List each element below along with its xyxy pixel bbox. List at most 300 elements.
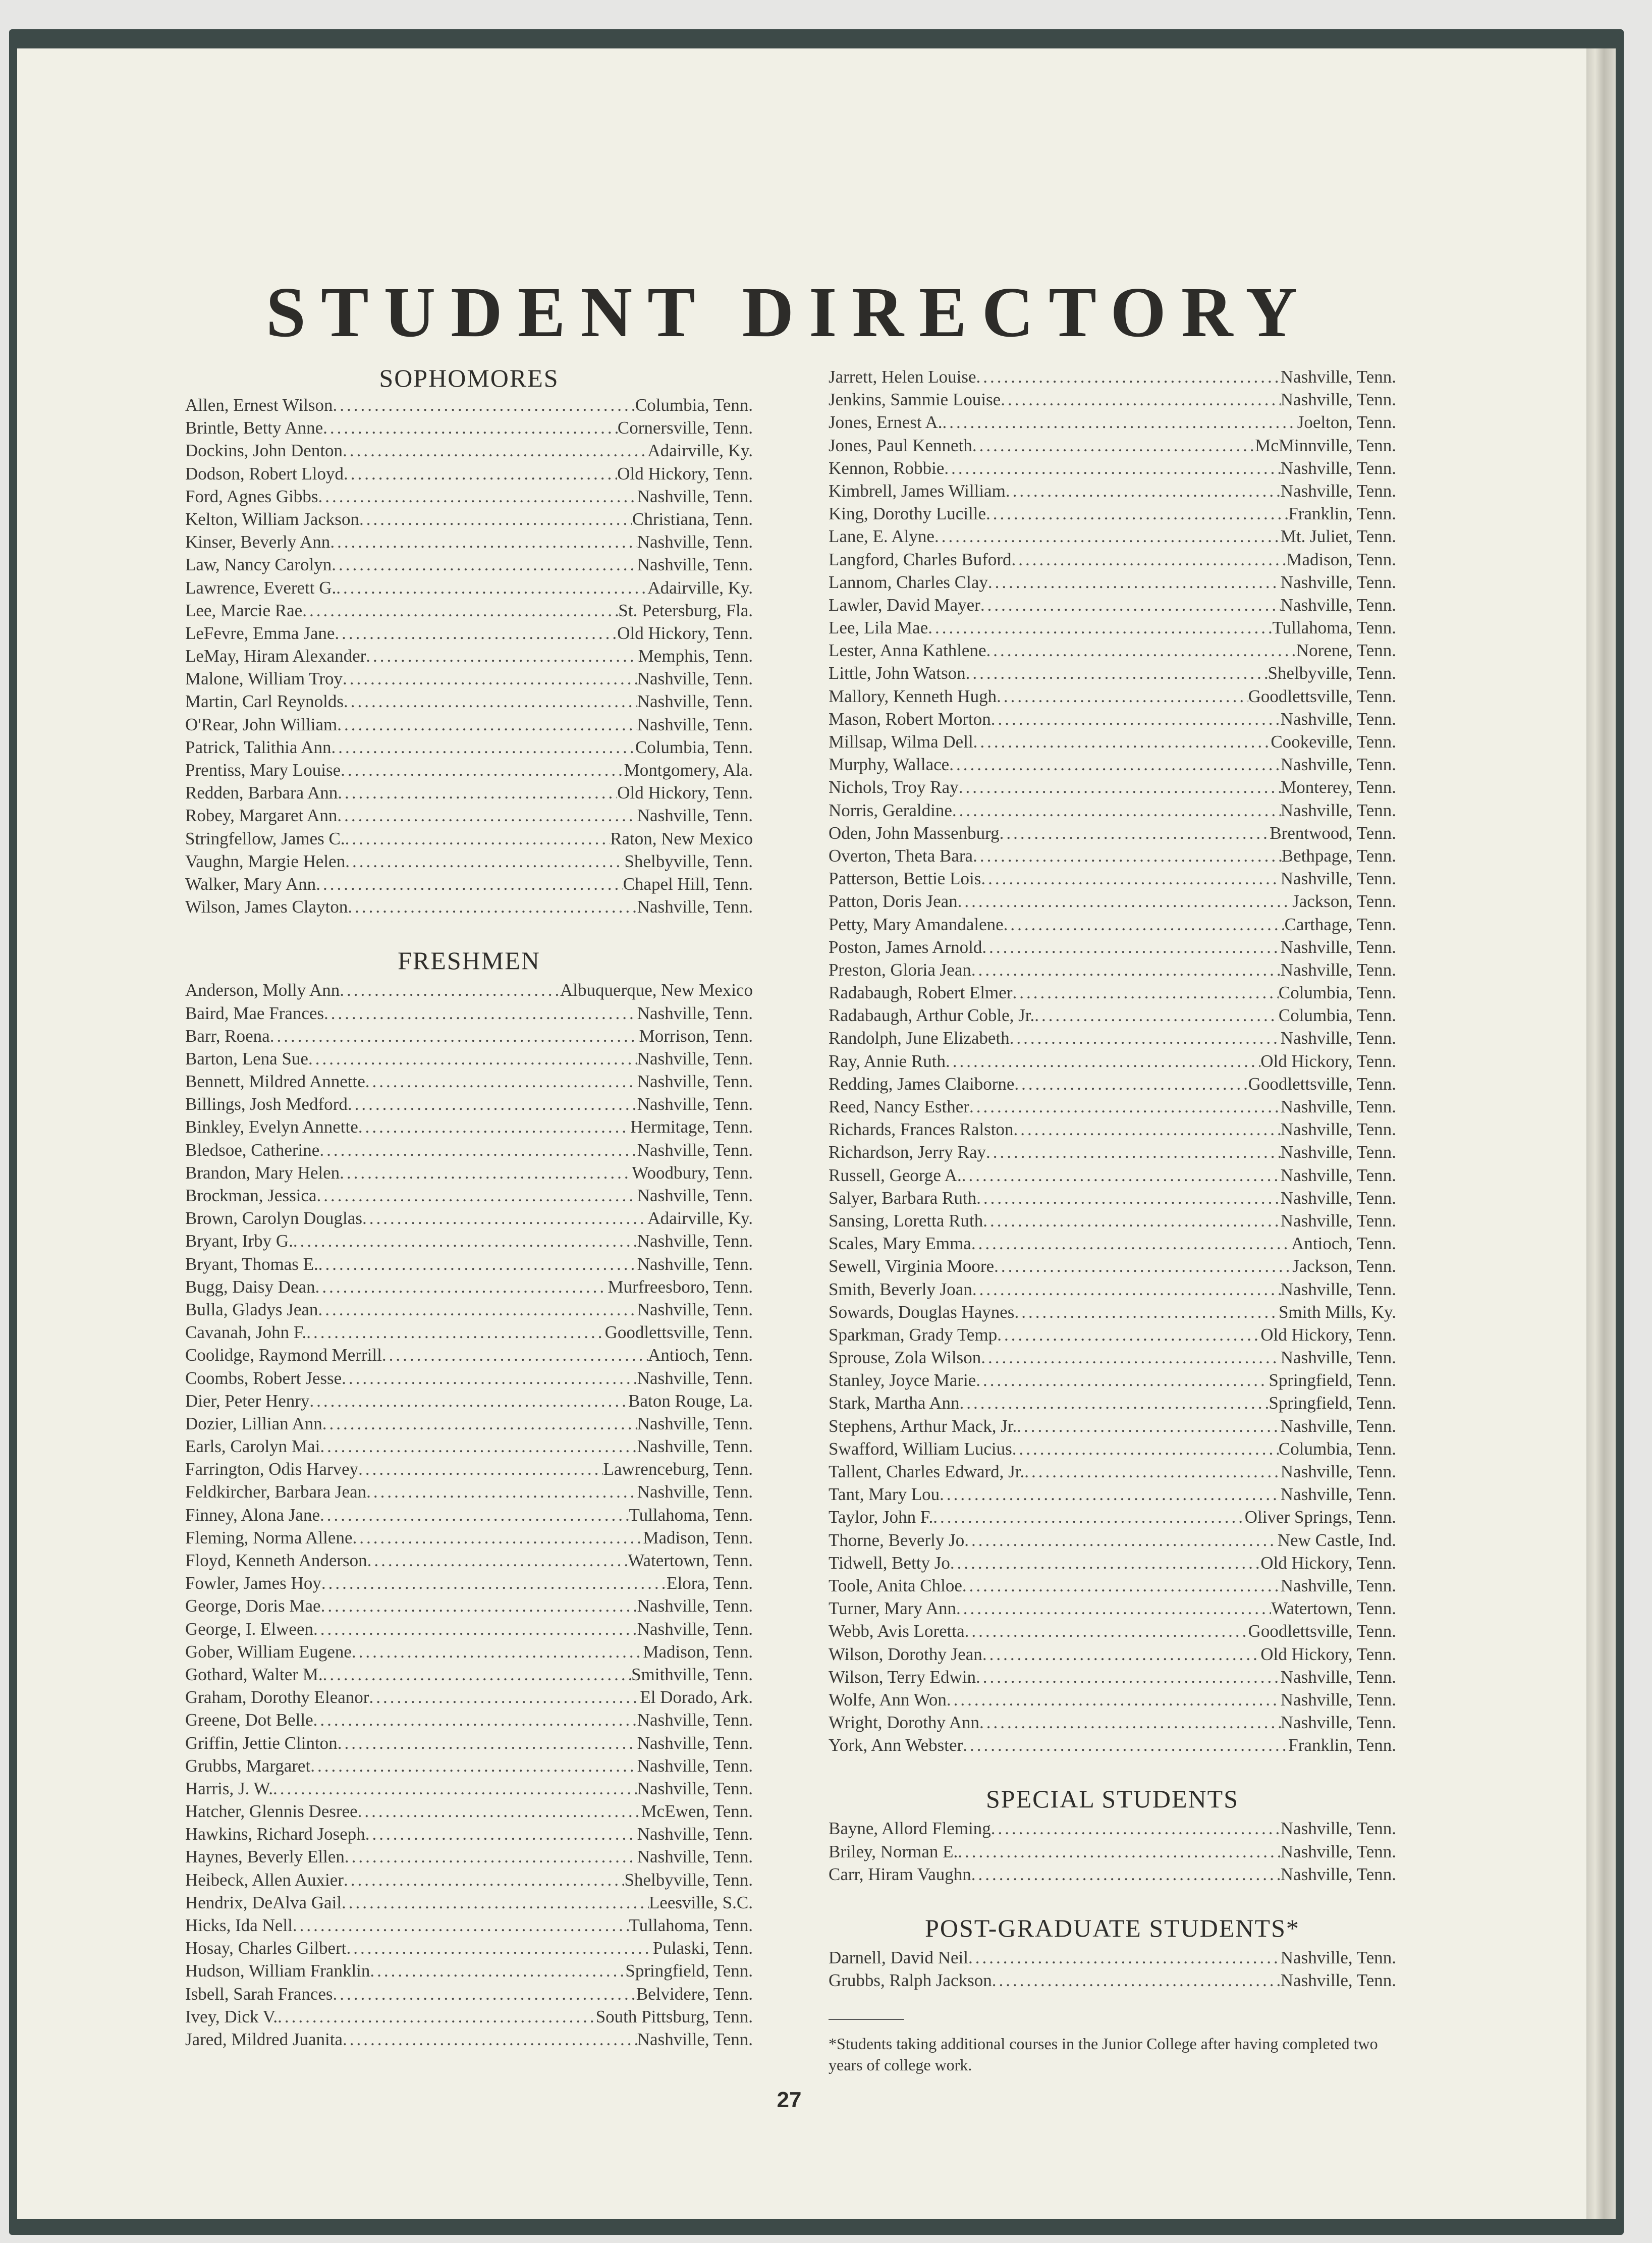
directory-entry <box>185 1412 753 1435</box>
hometown: Madison, Tenn. <box>1286 549 1396 569</box>
dot-leader <box>358 1458 603 1480</box>
student-name: Sansing, Loretta Ruth <box>829 1210 983 1231</box>
dot-leader <box>340 1161 632 1184</box>
directory-entry <box>829 1863 1396 1886</box>
hometown: Nashville, Tenn. <box>1280 572 1396 592</box>
student-name: Swafford, William Lucius <box>829 1438 1012 1459</box>
dot-leader <box>976 365 1281 388</box>
section-heading-post-graduate-students: POST-GRADUATE STUDENTS* <box>925 1914 1300 1942</box>
directory-entry <box>829 1460 1396 1483</box>
dot-leader <box>324 1002 637 1025</box>
page-title: STUDENT DIRECTORY <box>265 272 1312 352</box>
directory-entry <box>829 1643 1396 1666</box>
directory-entry <box>829 936 1396 958</box>
hometown: Leesville, S.C. <box>648 1892 753 1912</box>
dot-leader <box>997 685 1248 708</box>
student-name: Billings, Josh Medford <box>185 1094 348 1114</box>
student-name: Vaughn, Margie Helen <box>185 851 346 871</box>
directory-entry <box>185 1845 753 1868</box>
student-name: Patrick, Talithia Ann <box>185 737 332 757</box>
student-name: Kelton, William Jackson <box>185 509 359 529</box>
dot-leader <box>971 1232 1291 1255</box>
hometown: Belvidere, Tenn. <box>636 1984 753 2004</box>
dot-leader <box>982 1643 1260 1666</box>
dot-leader <box>1013 1118 1280 1141</box>
dot-leader <box>950 1552 1260 1574</box>
directory-entry <box>185 850 753 873</box>
dot-leader <box>986 1141 1281 1163</box>
dot-leader <box>352 1640 643 1663</box>
hometown: Lawrenceburg, Tenn. <box>603 1459 753 1479</box>
dot-leader <box>370 1959 625 1982</box>
directory-entry <box>829 548 1396 571</box>
hometown: El Dorado, Ark. <box>640 1687 753 1707</box>
student-name: Richards, Frances Ralston <box>829 1119 1014 1140</box>
directory-entry <box>829 594 1396 616</box>
student-name: Murphy, Wallace <box>829 755 950 775</box>
directory-entry <box>829 365 1396 388</box>
student-name: Poston, James Arnold <box>829 937 982 957</box>
hometown: Nashville, Tenn. <box>1280 1165 1396 1185</box>
directory-entry <box>829 1141 1396 1163</box>
dot-leader <box>986 639 1296 662</box>
student-name: Finney, Alona Jane <box>185 1505 320 1525</box>
hometown: Nashville, Tenn. <box>637 532 753 552</box>
directory-entry <box>829 1392 1396 1414</box>
hometown: McEwen, Tenn. <box>641 1801 753 1822</box>
student-name: Wilson, James Clayton <box>185 897 348 917</box>
student-name: Toole, Anita Chloe <box>829 1575 962 1595</box>
dot-leader <box>928 616 1272 639</box>
directory-entry <box>185 2005 753 2028</box>
student-name: Lannom, Charles Clay <box>829 572 988 592</box>
directory-entry <box>829 1369 1396 1392</box>
student-name: Petty, Mary Amandalene <box>829 914 1004 934</box>
dot-leader <box>358 1115 630 1138</box>
directory-entry <box>829 1301 1396 1323</box>
hometown: Nashville, Tenn. <box>637 486 753 506</box>
directory-entry <box>185 1754 753 1777</box>
hometown: Tullahoma, Tenn. <box>1272 618 1396 638</box>
student-name: Wilson, Terry Edwin <box>829 1667 976 1687</box>
hometown: Columbia, Tenn. <box>1278 1005 1396 1026</box>
directory-entry <box>829 708 1396 730</box>
dot-leader <box>362 1207 647 1230</box>
dot-leader <box>323 1663 631 1686</box>
dot-leader <box>962 1164 1281 1187</box>
directory-entry <box>829 388 1396 411</box>
dot-leader <box>997 1323 1260 1346</box>
directory-entry <box>829 1506 1396 1528</box>
student-name: Stark, Martha Ann <box>829 1393 960 1413</box>
student-name: Hendrix, DeAlva Gail <box>185 1892 342 1912</box>
directory-entry <box>185 1800 753 1823</box>
dot-leader <box>343 667 637 690</box>
directory-entry <box>185 1047 753 1070</box>
directory-entry <box>829 685 1396 708</box>
hometown: Old Hickory, Tenn. <box>1260 1644 1396 1664</box>
hometown: Nashville, Tenn. <box>1280 1028 1396 1048</box>
student-name: Patton, Doris Jean <box>829 891 958 912</box>
directory-entry <box>185 1275 753 1298</box>
student-name: Reed, Nancy Esther <box>829 1097 969 1116</box>
directory-entry <box>185 1504 753 1526</box>
hometown: Nashville, Tenn. <box>1280 1097 1396 1116</box>
dot-leader <box>342 1891 649 1914</box>
dot-leader <box>366 645 638 667</box>
directory-entry <box>829 411 1396 434</box>
hometown: Nashville, Tenn. <box>637 806 753 826</box>
hometown: Old Hickory, Tenn. <box>617 783 753 803</box>
directory-entry <box>185 1983 753 2005</box>
dot-leader <box>337 713 637 736</box>
student-name: Greene, Dot Belle <box>185 1710 313 1730</box>
dot-leader <box>359 508 632 530</box>
section-gap <box>829 1886 1396 1910</box>
student-name: Sprouse, Zola Wilson <box>829 1348 981 1368</box>
dot-leader <box>1012 981 1278 1004</box>
hometown: Goodlettsville, Tenn. <box>1248 1074 1396 1094</box>
directory-entry <box>185 1914 753 1937</box>
hometown: Columbia, Tenn. <box>635 395 753 415</box>
right-column <box>829 365 1396 2075</box>
dot-leader <box>981 867 1280 890</box>
student-name: Dier, Peter Henry <box>185 1391 310 1411</box>
dot-leader <box>315 1275 608 1298</box>
hometown: Antioch, Tenn. <box>648 1345 753 1365</box>
directory-entry <box>185 1139 753 1161</box>
page-edges <box>1586 48 1616 2219</box>
student-name: LeMay, Hiram Alexander <box>185 646 366 666</box>
hometown: Nashville, Tenn. <box>1280 959 1396 980</box>
student-name: Feldkircher, Barbara Jean <box>185 1482 367 1502</box>
student-name: Russell, George A. <box>829 1165 962 1185</box>
dot-leader <box>332 553 637 576</box>
hometown: Nashville, Tenn. <box>637 714 753 734</box>
hometown: Nashville, Tenn. <box>1280 869 1396 889</box>
hometown: Joelton, Tenn. <box>1297 412 1396 433</box>
directory-entry <box>829 1209 1396 1232</box>
student-name: Fowler, James Hoy <box>185 1573 321 1593</box>
section-gap <box>185 918 753 942</box>
hometown: Christiana, Tenn. <box>632 509 753 529</box>
hometown: Nashville, Tenn. <box>1280 595 1396 615</box>
directory-entry <box>829 1118 1396 1141</box>
dot-leader <box>986 502 1288 525</box>
student-name: Binkley, Evelyn Annette <box>185 1117 358 1137</box>
student-name: Ford, Agnes Gibbs <box>185 486 318 506</box>
dot-leader <box>338 1732 637 1754</box>
hometown: Nashville, Tenn. <box>1280 1841 1396 1861</box>
dot-leader <box>318 485 637 508</box>
hometown: Adairville, Ky. <box>647 441 753 461</box>
dot-leader <box>972 1278 1281 1301</box>
dot-leader <box>366 1480 637 1503</box>
directory-entry <box>829 1840 1396 1863</box>
directory-entry <box>829 981 1396 1004</box>
dot-leader <box>367 1549 628 1572</box>
directory-entry <box>185 1868 753 1891</box>
student-name: Martin, Carl Reynolds <box>185 691 344 712</box>
hometown: Hermitage, Tenn. <box>630 1117 753 1137</box>
dot-leader <box>958 890 1292 913</box>
hometown: Antioch, Tenn. <box>1291 1234 1396 1254</box>
hometown: Smithville, Tenn. <box>631 1664 753 1684</box>
page-number: 27 <box>777 2088 802 2112</box>
dot-leader <box>1012 548 1287 571</box>
hometown: Goodlettsville, Tenn. <box>1248 1621 1396 1641</box>
page-sheet <box>17 48 1586 2219</box>
hometown: Nashville, Tenn. <box>637 1824 753 1844</box>
hometown: Adairville, Ky. <box>647 577 753 598</box>
dot-leader <box>316 873 623 895</box>
student-name: Dockins, John Denton <box>185 441 343 461</box>
hometown: Nashville, Tenn. <box>1280 1348 1396 1368</box>
student-name: Mason, Robert Morton <box>829 709 991 729</box>
student-name: Hawkins, Richard Joseph <box>185 1824 365 1844</box>
student-name: Overton, Theta Bara <box>829 845 973 866</box>
directory-entry <box>829 1552 1396 1574</box>
directory-entry <box>185 736 753 759</box>
hometown: Old Hickory, Tenn. <box>1260 1324 1396 1345</box>
hometown: Memphis, Tenn. <box>638 646 753 666</box>
directory-entry <box>185 690 753 713</box>
dot-leader <box>365 1070 637 1093</box>
student-name: Grubbs, Ralph Jackson <box>829 1970 992 1991</box>
directory-entry <box>185 895 753 918</box>
dot-leader <box>382 1344 648 1366</box>
student-name: Bugg, Daisy Dean <box>185 1276 315 1297</box>
student-name: George, Doris Mae <box>185 1596 321 1616</box>
directory-entry <box>829 1437 1396 1460</box>
dot-leader <box>345 850 624 873</box>
hometown: Nashville, Tenn. <box>1280 755 1396 775</box>
directory-entry <box>185 1115 753 1138</box>
dot-leader <box>982 936 1280 958</box>
hometown: Nashville, Tenn. <box>637 1755 753 1776</box>
student-name: Little, John Watson <box>829 663 966 683</box>
hometown: Columbia, Tenn. <box>1278 1438 1396 1459</box>
footnote-rule <box>829 2019 904 2020</box>
directory-entry <box>829 1620 1396 1642</box>
footnote: *Students taking additional courses in the Junior College after having completed two years of college work. <box>829 2035 1378 2074</box>
directory-entry <box>829 1688 1396 1711</box>
student-name: Floyd, Kenneth Anderson <box>185 1551 367 1570</box>
student-name: Brandon, Mary Helen <box>185 1162 340 1183</box>
dot-leader <box>348 895 637 918</box>
hometown: Pulaski, Tenn. <box>652 1938 753 1958</box>
student-name: Coombs, Robert Jesse <box>185 1368 342 1388</box>
directory-entry <box>185 1002 753 1025</box>
dot-leader <box>983 1209 1281 1232</box>
directory-entry <box>829 867 1396 890</box>
directory-entry <box>829 1597 1396 1620</box>
hometown: Monterey, Tenn. <box>1281 777 1396 797</box>
student-name: Heibeck, Allen Auxier <box>185 1870 344 1890</box>
hometown: Chapel Hill, Tenn. <box>623 874 753 894</box>
student-name: Bryant, Irby G. <box>185 1231 293 1251</box>
directory-entry <box>185 1891 753 1914</box>
hometown: Norene, Tenn. <box>1296 640 1396 661</box>
dot-leader <box>991 708 1281 730</box>
directory-entry <box>185 979 753 1001</box>
student-name: Lee, Marcie Rae <box>185 600 303 620</box>
hometown: Nashville, Tenn. <box>637 1254 753 1274</box>
dot-leader <box>336 576 647 599</box>
directory-entry <box>185 1093 753 1115</box>
dot-leader <box>933 1506 1245 1528</box>
hometown: Nashville, Tenn. <box>1280 367 1396 387</box>
hometown: Nashville, Tenn. <box>637 1847 753 1867</box>
hometown: Columbia, Tenn. <box>1278 983 1396 1003</box>
directory-entry <box>829 662 1396 684</box>
student-name: Grubbs, Margaret <box>185 1755 311 1776</box>
student-name: Sparkman, Grady Temp <box>829 1324 998 1345</box>
dot-leader <box>1014 1301 1279 1323</box>
hometown: Cornersville, Tenn. <box>617 418 753 438</box>
dot-leader <box>335 622 617 645</box>
hometown: Columbia, Tenn. <box>635 737 753 757</box>
dot-leader <box>968 1946 1281 1969</box>
directory-entry <box>829 844 1396 867</box>
dot-leader <box>310 1754 637 1777</box>
student-name: Brockman, Jessica <box>185 1186 317 1205</box>
directory-entry <box>829 1666 1396 1688</box>
dot-leader <box>944 457 1280 479</box>
directory-entry <box>829 1415 1396 1437</box>
hometown: Shelbyville, Tenn. <box>624 1870 753 1890</box>
hometown: Nashville, Tenn. <box>1280 1864 1396 1884</box>
dot-leader <box>964 1529 1278 1552</box>
student-name: Kinser, Beverly Ann <box>185 532 331 552</box>
dot-leader <box>352 1526 643 1549</box>
hometown: Goodlettsville, Tenn. <box>604 1322 753 1343</box>
hometown: Watertown, Tenn. <box>1271 1598 1396 1619</box>
directory-entry <box>185 1937 753 1959</box>
directory-entry <box>185 576 753 599</box>
directory-entry <box>185 1321 753 1344</box>
dot-leader <box>313 1708 637 1731</box>
dot-leader <box>956 1597 1271 1620</box>
section-heading-sophomores: SOPHOMORES <box>379 364 559 392</box>
directory-entry <box>185 1161 753 1184</box>
student-name: Tallent, Charles Edward, Jr. <box>829 1462 1025 1481</box>
directory-entry <box>829 1529 1396 1552</box>
directory-entry <box>829 730 1396 753</box>
dot-leader <box>1024 1460 1280 1483</box>
hometown: Nashville, Tenn. <box>1280 480 1396 501</box>
dot-leader <box>1010 1027 1281 1049</box>
hometown: Nashville, Tenn. <box>1280 1948 1396 1967</box>
dot-leader <box>943 411 1297 434</box>
student-name: Dodson, Robert Lloyd <box>185 463 344 484</box>
hometown: Nashville, Tenn. <box>637 1619 753 1639</box>
directory-entry <box>829 616 1396 639</box>
hometown: Nashville, Tenn. <box>1280 1484 1396 1505</box>
directory-entry <box>185 1549 753 1572</box>
hometown: Nashville, Tenn. <box>1280 1416 1396 1436</box>
dot-leader <box>343 439 647 462</box>
hometown: Shelbyville, Tenn. <box>1268 663 1396 683</box>
student-name: York, Ann Webster <box>829 1735 963 1755</box>
directory-entry <box>829 1946 1396 1969</box>
directory-entry <box>185 1777 753 1800</box>
directory-entry <box>185 508 753 530</box>
student-name: Farrington, Odis Harvey <box>185 1459 359 1479</box>
student-name: Redden, Barbara Ann <box>185 783 338 803</box>
student-name: Thorne, Beverly Jo <box>829 1530 965 1550</box>
hometown: Springfield, Tenn. <box>1269 1370 1396 1391</box>
hometown: Nashville, Tenn. <box>637 1436 753 1457</box>
hometown: Nashville, Tenn. <box>1280 1462 1396 1481</box>
hometown: Nashville, Tenn. <box>637 897 753 917</box>
dot-leader <box>293 1914 629 1937</box>
hometown: Old Hickory, Tenn. <box>617 623 753 643</box>
directory-entry <box>829 1027 1396 1049</box>
hometown: Nashville, Tenn. <box>637 555 753 575</box>
directory-entry <box>829 1734 1396 1756</box>
hometown: Nashville, Tenn. <box>637 1003 753 1023</box>
directory-entry <box>185 1823 753 1845</box>
student-name: Salyer, Barbara Ruth <box>829 1188 977 1208</box>
directory-entry <box>185 1458 753 1480</box>
student-name: Walker, Mary Ann <box>185 874 316 894</box>
student-name: Tidwell, Betty Jo <box>829 1553 950 1573</box>
directory-entry <box>185 873 753 895</box>
directory-entry <box>185 713 753 736</box>
hometown: Nashville, Tenn. <box>637 1710 753 1730</box>
hometown: Old Hickory, Tenn. <box>1260 1553 1396 1573</box>
dot-leader <box>341 759 624 781</box>
dot-leader <box>323 416 618 439</box>
hometown: Nashville, Tenn. <box>637 1733 753 1753</box>
student-name: Gober, William Eugene <box>185 1641 352 1662</box>
dot-leader <box>966 662 1268 684</box>
directory-entry <box>185 1207 753 1230</box>
hometown: Nashville, Tenn. <box>637 2029 753 2049</box>
hometown: Woodbury, Tenn. <box>632 1162 753 1183</box>
student-name: Jenkins, Sammie Louise <box>829 390 1001 410</box>
hometown: Nashville, Tenn. <box>1280 390 1396 410</box>
hometown: Carthage, Tenn. <box>1284 914 1396 934</box>
dot-leader <box>293 1230 637 1252</box>
dot-leader <box>992 1969 1281 1992</box>
section-heading-special-students: SPECIAL STUDENTS <box>985 1785 1239 1813</box>
dot-leader <box>958 1840 1280 1863</box>
directory-entry <box>185 1480 753 1503</box>
hometown: Nashville, Tenn. <box>637 669 753 689</box>
dot-leader <box>345 1845 637 1868</box>
dot-leader <box>337 804 637 827</box>
directory-entry <box>185 1390 753 1412</box>
dot-leader <box>1017 1415 1280 1437</box>
student-name: Graham, Dorothy Eleanor <box>185 1687 369 1707</box>
hometown: Nashville, Tenn. <box>637 1778 753 1798</box>
student-name: Wilson, Dorothy Jean <box>829 1644 982 1664</box>
dot-leader <box>365 1823 637 1845</box>
directory-entry <box>829 1050 1396 1073</box>
directory-entry <box>185 1618 753 1640</box>
hometown: Jackson, Tenn. <box>1292 1256 1396 1276</box>
dot-leader <box>319 1139 637 1161</box>
directory-entry <box>185 1572 753 1594</box>
directory-entry <box>829 753 1396 776</box>
student-name: Baird, Mae Frances <box>185 1003 324 1023</box>
dot-leader <box>972 434 1255 457</box>
student-name: Haynes, Beverly Ellen <box>185 1847 345 1867</box>
hometown: Nashville, Tenn. <box>1280 1689 1396 1710</box>
dot-leader <box>991 1817 1281 1840</box>
